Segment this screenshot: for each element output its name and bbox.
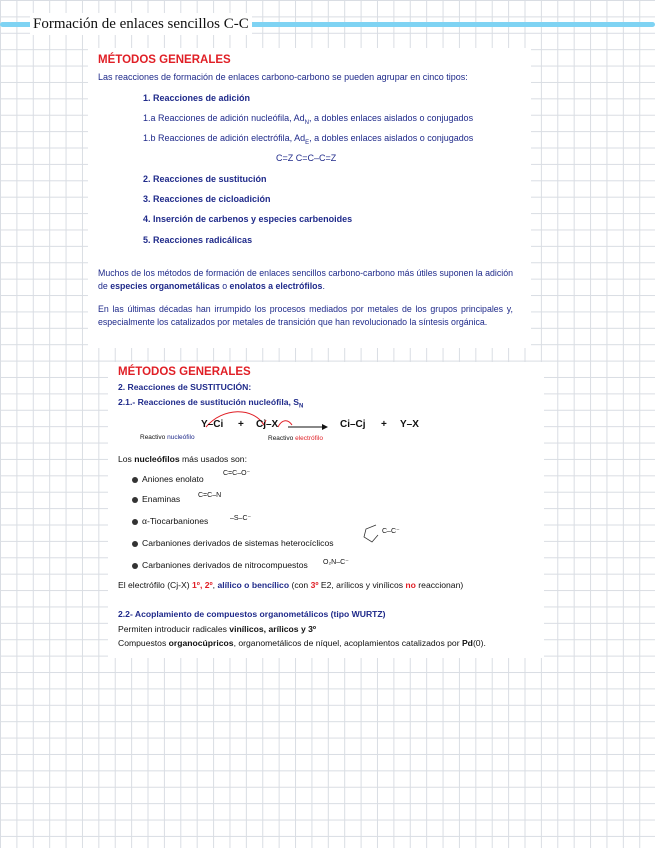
bullet-dot [132,519,138,525]
bullet-dot [132,563,138,569]
bullet-tiocarbaniones: α-Tiocarbaniones [132,516,208,526]
reaction-arrow-icon [288,423,330,431]
eq-product-1: Ci–Cj [340,419,366,430]
electrofilo-note: El electrófilo (Cj-X) 1º, 2º, alílico o bencílico (con 3º E2, arílicos y vinílicos no reaccionan) [118,580,464,590]
item-3: 3. Reacciones de cicloadición [143,194,271,204]
struct-enolato: C=C–O⁻ [223,470,251,477]
eq-reactant-1: Y–Ci [201,419,224,430]
sustitucion-heading: 2. Reacciones de SUSTITUCIÓN: [118,382,252,392]
eq-plus-1: + [238,419,244,430]
item-1b: 1.b Reacciones de adición electrófila, $Ad_E$, a dobles enlaces aislados o conjugados [143,133,474,146]
bullet-dot [132,541,138,547]
item-1: 1. Reacciones de adición [143,93,251,103]
struct-tiocarbanion: –S–C⁻ [230,515,252,522]
struct-nitro: O₂N–C⁻ [323,559,349,566]
bullet-heterociclicos: Carbaniones derivados de sistemas heterocíclicos [132,538,334,548]
bullet-dot [132,477,138,483]
heterocycle-ring-icon [360,522,382,544]
bullet-enaminas: Enaminas [132,494,180,504]
struct-enamina: C=C–N [198,492,222,499]
nucleofilos-intro: Los nucleófilos más usados son: [118,454,247,464]
page-title-bar [0,13,655,35]
paragraph-1: Muchos de los métodos de formación de enlaces sencillos carbono-carbono más útiles suponen la adición de especies organometálicas o enolatos a electrófilos. [98,268,513,291]
item-1a: 1.a Reacciones de adición nucleófila, $Ad_N$, a dobles enlaces aislados o conjugados [143,113,474,126]
eq-product-2: Y–X [400,419,419,430]
bullet-dot [132,497,138,503]
page-title: Formación de enlaces sencillos C-C [30,13,252,35]
reactivo-nucleofilo-label: Reactivo nucleófilo [140,434,195,441]
sn-heading: 2.1.- Reacciones de sustitución nucleófila, $S_N$ [118,397,304,410]
bullet-nitrocompuestos: Carbaniones derivados de nitrocompuestos [132,560,308,570]
bullet-enolato: Aniones enolato [132,474,204,484]
slide2-heading: MÉTODOS GENERALES [118,366,251,378]
item-5: 5. Reacciones radicálicas [143,235,253,245]
item-2: 2. Reacciones de sustitución [143,174,267,184]
item-4: 4. Inserción de carbenos y especies carbenoides [143,214,353,224]
slide-metodos-generales-1 [88,48,531,348]
wurtz-heading: 2.2- Acoplamiento de compuestos organometálicos (tipo WURTZ) [118,609,386,619]
slide-metodos-generales-2 [108,362,544,658]
permiten-line: Permiten introducir radicales vinílicos, arílicos y 3º [118,624,317,634]
reactivo-electrofilo-label: Reactivo electrófilo [268,435,323,442]
slide1-intro: Las reacciones de formación de enlaces carbono-carbono se pueden agrupar en cinco tipos: [98,72,468,82]
eq-plus-2: + [381,419,387,430]
paragraph-2: En las últimas décadas han irrumpido los procesos mediados por metales de los grupos principales y, especialmente los catalizados por metales de transición que han revolucionado la síntesis orgánica. [98,304,513,327]
compuestos-line: Compuestos organocúpricos, organometálicos de níquel, acoplamientos catalizados por Pd(0). [118,638,486,648]
struct-heterociclico: C–C⁻ [382,528,400,535]
eq-reactant-2: Cj–X [256,419,279,430]
slide1-heading: MÉTODOS GENERALES [98,54,231,66]
formula: C=Z C=C–C=Z [276,153,337,163]
